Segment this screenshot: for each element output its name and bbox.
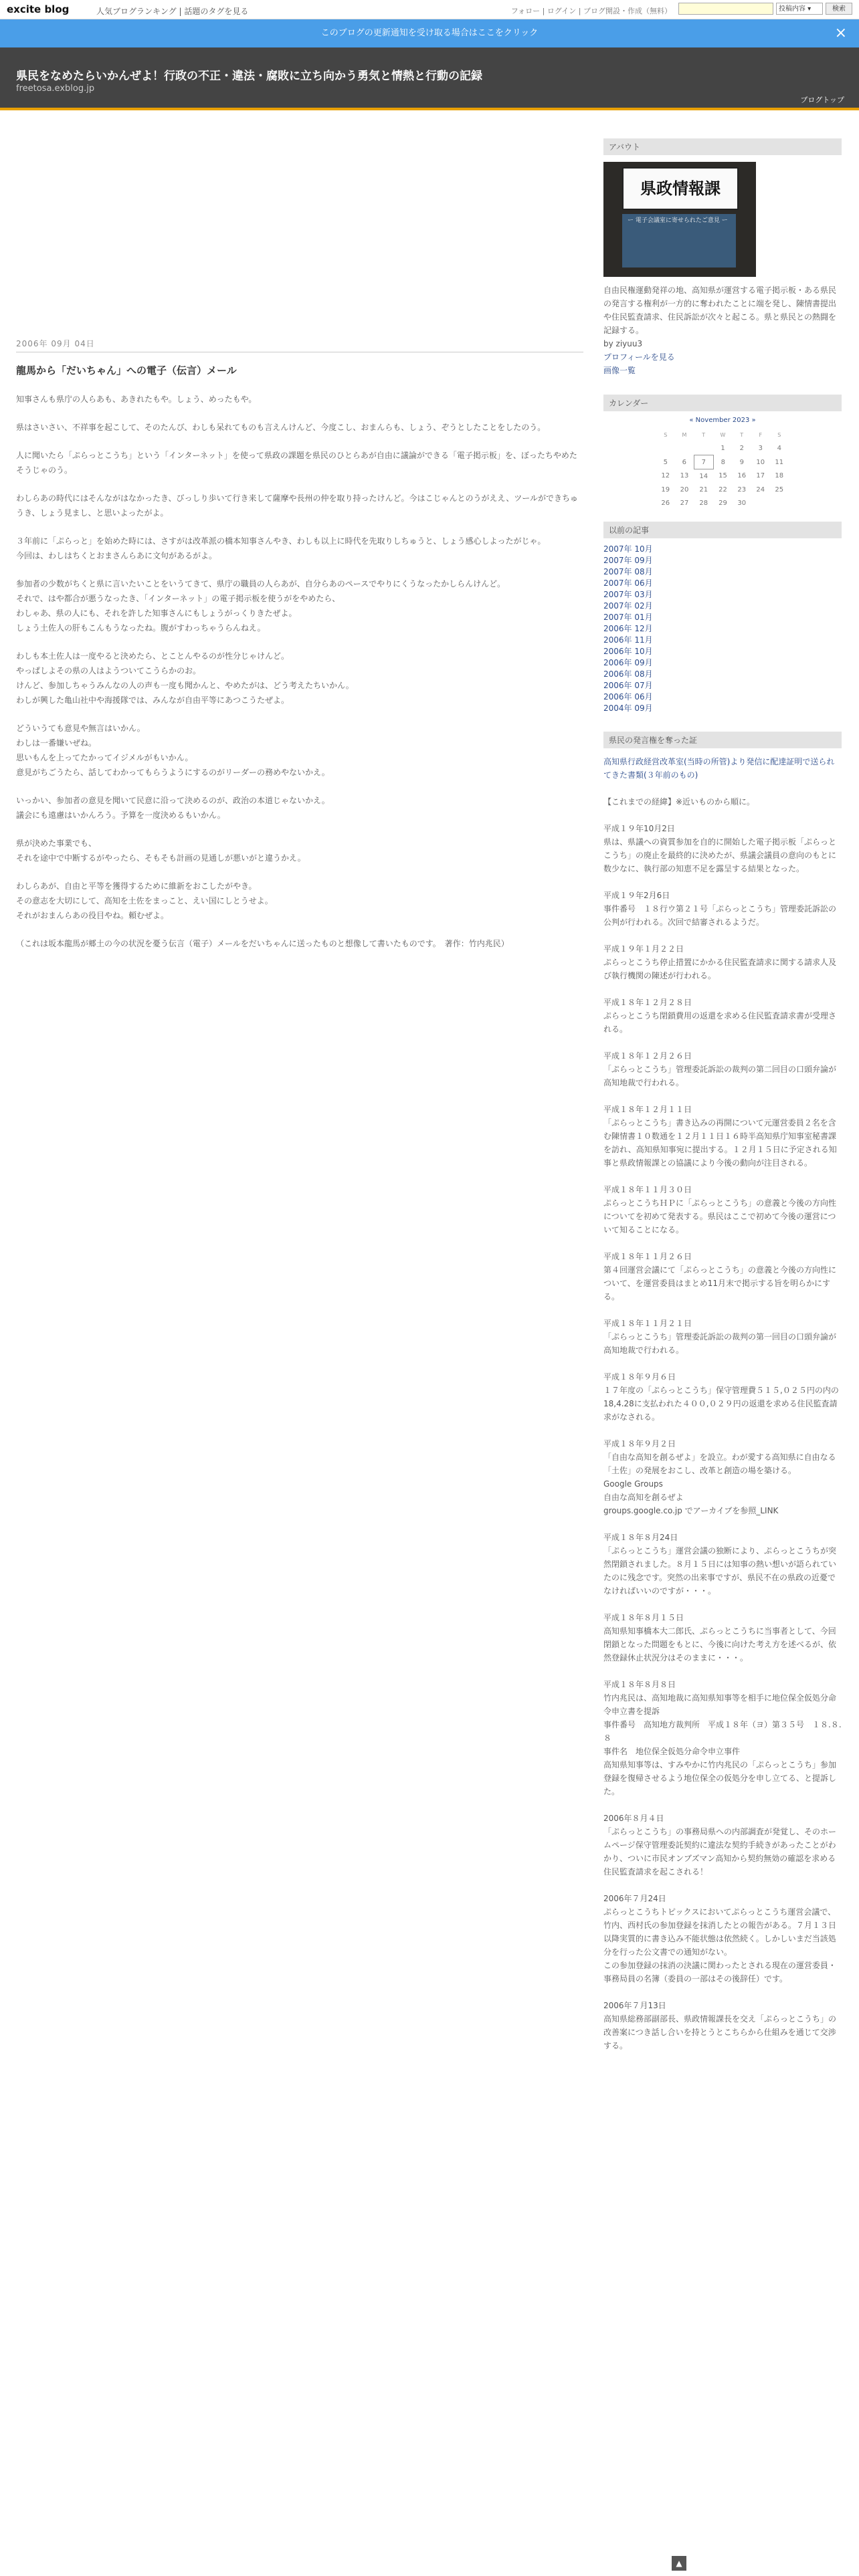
calendar-day: 2 bbox=[739, 444, 744, 452]
calendar-weekday: T bbox=[740, 431, 744, 438]
archive-link[interactable]: 2006年 12月 bbox=[603, 624, 653, 633]
news-heading: 県民の発言権を奪った証 bbox=[603, 732, 842, 748]
calendar-day: 21 bbox=[699, 486, 708, 494]
news-intro: 【これまでの経緯】※近いものから順に。 bbox=[603, 797, 755, 807]
calendar-day: 20 bbox=[680, 486, 689, 494]
calendar-day: 26 bbox=[661, 499, 670, 507]
document-link[interactable]: 高知県行政経営改革室(当時の所管)より発信に配達証明で送られてきた書類(３年前のもの) bbox=[603, 757, 835, 780]
news-item: 平成１８年１２月１１日 「ぷらっとこうち」書き込みの再開について元運営委員２名を含む陳情書１０数通を１２月１１日１６時半高知県庁知事室秘書課を訪れ、高知県知事宛に提出する。１２月１５日に予定される知事と県政情報課との協議により今後の動向が注目される。 bbox=[603, 1105, 837, 1168]
blog-header bbox=[0, 47, 859, 110]
scroll-top-button[interactable]: ▲ bbox=[672, 2556, 686, 2571]
calendar-day: 29 bbox=[719, 499, 727, 507]
entry-paragraph: 参加者の少数がちくと県に言いたいことをいうてきて、県庁の職員の人らあが、自分らあのペースでやりにくうなったかしらんけんど。 それで、はや都合が悪うなったき、「インターネット」の電子掲示板を使うがをやめたら、 わしゃあ、県の人にも、それを許した知事さんにもしょうがっくりきたぜよ。 しょう土佐人の肝もこんもうなったね。腹がすわっちゃうらんねえ。 bbox=[16, 579, 506, 633]
search-input[interactable] bbox=[678, 3, 773, 15]
top-nav[interactable]: 人気ブログランキング | 話題のタグを見る bbox=[96, 7, 249, 16]
profile-image-board: ー 電子会議室に寄せられたご意見 ー bbox=[622, 214, 736, 267]
entry-paragraph: 知事さんも県庁の人らあも、あきれたもや。しょう、めったもや。 bbox=[16, 395, 257, 404]
calendar-day bbox=[656, 441, 675, 455]
entry-paragraph: 県が決めた事業でも、 それを途中で中断するがやったら、そもそも計画の見通しが悪いがと違うかえ。 bbox=[16, 839, 306, 863]
news-item: 平成１８年９月６日 １７年度の「ぷらっとこうち」保守管理費５１５,０２５円の内の18,4.28に支払われた４００,０２９円の返還を求める住民監査請求がなされる。 bbox=[603, 1372, 839, 1422]
calendar-day: 7 bbox=[694, 455, 713, 469]
search-button[interactable]: 検索 bbox=[826, 3, 852, 15]
news-item: 平成１９年2月6日 事件番号 １８行ウ第２１号「ぷらっとこうち」管理委託訴訟の公判が行われる。次回で結審されるようだ。 bbox=[603, 891, 837, 927]
about-heading: アバウト bbox=[603, 138, 842, 155]
archive-link[interactable]: 2007年 06月 bbox=[603, 578, 653, 588]
news-item: 平成１８年１２月２８日 ぷらっとこうち閉鎖費用の返還を求める住民監査請求書が受理される。 bbox=[603, 998, 837, 1034]
calendar-weekday: S bbox=[777, 431, 781, 438]
calendar-day: 3 bbox=[758, 444, 763, 452]
calendar-day: 25 bbox=[775, 486, 784, 494]
blog-title[interactable]: 県民をなめたらいかんぜよ！行政の不正・違法・腐敗に立ち向かう勇気と情熱と行動の記録 bbox=[16, 70, 482, 83]
archive-list bbox=[603, 544, 842, 714]
news-item: 平成１８年８月８日 竹内兆民は、高知地裁に高知県知事等を相手に地位保全仮処分命令申立書を提訴 事件番号 高知地方裁判所 平成１８年（ヨ）第３５号 １８.８.８ 事件名 地位保全仮処分命令申立事件 高知県知事等は、すみやかに竹内兆民の「ぷらっとこうち」参加登録を復帰させるよう地位保全の仮処分を申し立てる、と提訴した。 bbox=[603, 1680, 842, 1796]
sidebar bbox=[603, 130, 842, 2066]
calendar-weekday: S bbox=[664, 431, 668, 438]
calendar-day: 18 bbox=[775, 472, 784, 480]
news-item: 2006年７月24日 ぷらっとこうちトピックスにおいてぷらっとこうち運営会議で、竹内、西村氏の参加登録を抹消したとの報告がある。７月１３日以降実質的に書き込み不能状態は依然続く。しかしいまだ当該処分を行った公文書での通知がない。 この参加登録の抹消の決議に関わったとされる現在の運営委員・事務局員の名簿（委員の一部はその後辞任）です。 bbox=[603, 1894, 837, 1983]
archive-link[interactable]: 2007年 03月 bbox=[603, 590, 653, 599]
entry-paragraph: ３年前に「ぷらっと」を始めた時には、さすがは改革派の橋本知事さんやき、わしも以上に時代を先取りしちゅうと、しょう感心しよったがじゃ。 今回は、わしはちくとおまさんらあに文句があるがよ。 bbox=[16, 536, 546, 560]
calendar-day bbox=[675, 441, 694, 455]
archive-link[interactable]: 2006年 11月 bbox=[603, 635, 653, 645]
follow-notice-text[interactable]: このブログの更新通知を受け取る場合はここをクリック bbox=[320, 28, 539, 38]
entry-paragraph: わしらあの時代にはそんながはなかったき、びっしり歩いて行き来して薩摩や長州の仲を取り持ったけんど。今はこじゃんとのうがええ、ツールができちゅうき、しょう見まし、と思いよったがよ。 bbox=[16, 494, 579, 518]
calendar-table bbox=[656, 428, 789, 510]
news-item: 平成１９年10月2日 県は、県議への資質参加を自的に開始した電子掲示板「ぷらっとこうち」の廃止を最終的に決めたが、県議会議員の意向のもとに数少なに、執行部の知恵不足を露呈する結果となった。 bbox=[603, 824, 837, 873]
news-item: 平成１８年８月１５日 高知県知事橋本大二郎氏、ぷらっとこうちに当事者として、今回閉鎖となった問題をもとに、今後に向けた考え方を述べるが、依然登録休止状況分はそのままに・・・。 bbox=[603, 1613, 837, 1662]
entry-paragraph: （これは坂本龍馬が郷土の今の状況を憂う伝言（電子）メールをだいちゃんに送ったものと想像して書いたものです。 著作：竹内兆民） bbox=[16, 939, 509, 948]
news-item: 平成１８年１１月２６日 第４回運営会議にて「ぷらっとこうち」の意義と今後の方向性について、を運営委員はまとめ11月末で掲示する旨を明らかにする。 bbox=[603, 1252, 837, 1301]
calendar-day bbox=[694, 441, 713, 455]
news-item: 平成１８年９月２日 「自由な高知を創るぜよ」を設立。わが愛する高知県に自由なる「土佐」の発展をおこし、改革と創造の場を築ける。 Google Groups 自由な高知を創るぜよ groups.google.co.jp でアーカイブを参照_LINK bbox=[603, 1439, 836, 1515]
archive-link[interactable]: 2007年 08月 bbox=[603, 567, 653, 576]
archive-link[interactable]: 2007年 09月 bbox=[603, 556, 653, 565]
entry-title[interactable]: 龍馬から「だいちゃん」への電子（伝言）メール bbox=[16, 364, 237, 377]
top-links[interactable]: フォロー | ログイン | ブログ開設・作成（無料） bbox=[510, 7, 672, 15]
archives-heading: 以前の記事 bbox=[603, 522, 842, 538]
calendar-day: 27 bbox=[680, 499, 689, 507]
follow-notice-bar[interactable] bbox=[0, 19, 859, 47]
calendar-weekday: F bbox=[759, 431, 763, 438]
calendar-day: 23 bbox=[737, 486, 747, 494]
top-bar bbox=[0, 0, 859, 19]
entry-paragraph: わしも本土佐人は一度やると決めたら、とことんやるのが性分じゃけんど。 やっぱしよその県の人はようついてこうらかのお。 けんど、参加しちゃうみんなの人の声も一度も聞かんと、やめたがは、どう考えたちいかん。 わしが興した亀山社中や海援隊では、みんなが自由平等にあつこうたぜよ。 bbox=[16, 651, 354, 705]
calendar-day: 14 bbox=[699, 472, 708, 480]
calendar-day: 22 bbox=[719, 486, 727, 494]
archive-link[interactable]: 2004年 09月 bbox=[603, 704, 653, 713]
calendar-day: 1 bbox=[721, 444, 725, 452]
entry-paragraph: 県はさいさい、不祥事を起こして、そのたんび、わしも呆れてものも言えんけんど、今度こし、おまんらも、しょう、ぞうとしたことをしたのう。 bbox=[16, 423, 546, 432]
profile-link[interactable]: プロフィールを見る bbox=[603, 352, 675, 362]
news-item: 平成１８年８月24日 「ぷらっとこうち」運営会議の独断により、ぷらっとこうちが突然閉鎖されました。８月１５日には知事の熱い想いが語られていたのに残念です。突然の出来事ですが、県民不在の県政の近憂でなければいいのですが・・・。 bbox=[603, 1533, 837, 1596]
archive-link[interactable]: 2006年 07月 bbox=[603, 681, 653, 690]
archive-link[interactable]: 2007年 02月 bbox=[603, 601, 653, 611]
news-section bbox=[603, 755, 842, 2052]
calendar-day: 5 bbox=[663, 458, 668, 466]
profile-image[interactable] bbox=[603, 162, 756, 277]
news-item: 2006年８月４日 「ぷらっとこうち」の事務局県への内部調査が発覚し、そのホームページ保守管理委託契約に違法な契約手続きがあったことがわかり、ついに市民オンブズマン高知から契約無効の確認を求める住民監査請求を起こされる！ bbox=[603, 1814, 837, 1876]
calendar-weekday: T bbox=[702, 431, 706, 438]
archive-link[interactable]: 2007年 10月 bbox=[603, 544, 653, 554]
search-scope-select[interactable]: 投稿内容 ▾ bbox=[776, 3, 823, 15]
calendar-day bbox=[751, 496, 770, 510]
calendar-day bbox=[770, 496, 789, 510]
site-logo[interactable]: excite blog bbox=[7, 3, 70, 15]
calendar-day: 12 bbox=[661, 472, 670, 480]
calendar-heading: カレンダー bbox=[603, 395, 842, 411]
calendar-day: 9 bbox=[739, 458, 744, 466]
blog-url: freetosa.exblog.jp bbox=[16, 84, 95, 94]
image-list-link[interactable]: 画像一覧 bbox=[603, 366, 636, 375]
entry-paragraph: 人に聞いたら「ぷらっとこうち」という「インターネット」を使って県政の課題を県民のひとらあが自由に議論ができる「電子掲示板」を、ぼったちやめたそうじゃのう。 bbox=[16, 451, 577, 475]
news-item: 平成１８年１１月２１日 「ぷらっとこうち」管理委託訴訟の裁判の第一回目の口頭弁論が高知地裁で行われる。 bbox=[603, 1319, 837, 1355]
calendar-day: 4 bbox=[777, 444, 781, 452]
archive-link[interactable]: 2006年 06月 bbox=[603, 692, 653, 702]
entry bbox=[16, 338, 583, 964]
blog-top-link[interactable]: ブログトップ bbox=[800, 96, 844, 104]
entry-paragraph: わしらあが、自由と平等を獲得するために維新をおこしたがやき。 その意志を大切にして、高知を土佐をまっこと、えい国にしとうせよ。 それがおまんらあの役目やね。頼むぜよ。 bbox=[16, 881, 273, 920]
calendar-weekday: W bbox=[720, 431, 726, 438]
calendar-weekday: M bbox=[682, 431, 687, 438]
calendar-day: 30 bbox=[737, 499, 747, 507]
calendar-day: 15 bbox=[719, 472, 727, 480]
entry-body bbox=[16, 392, 583, 951]
entry-date: 2006年 09月 04日 bbox=[16, 338, 583, 352]
calendar-day: 28 bbox=[699, 499, 708, 507]
calendar-day: 24 bbox=[756, 486, 765, 494]
news-item: 2006年７月13日 高知県総務部副部長、県政情報課長を交え「ぷらっとこうち」の改善案につき話し合いを持とうとこちらから仕組みを通じて交渉する。 bbox=[603, 2001, 837, 2050]
about-text: 自由民権運動発祥の地、高知県が運営する電子掲示板・ある県民の発言する権利が一方的に奪われたことに端を発し、陳情書提出や住民監査請求、住民訴訟が次々と起こる。県と県民との熱闘を記録する。 bbox=[603, 286, 837, 335]
archive-link[interactable]: 2006年 10月 bbox=[603, 647, 653, 656]
close-icon[interactable]: × bbox=[834, 25, 847, 41]
news-item: 平成１９年１月２２日 ぷらっとこうち停止措置にかかる住民監査請求に関する請求人及び執行機関の陳述が行われる。 bbox=[603, 944, 837, 980]
entry-paragraph: どういうても意見や無言はいかん。 わしは一番嫌いぜね。 思いもんを上ってたかってイジメルがもいかん。 意見がちごうたら、話してわかってもらうようにするのがリーダーの務めやないかえ。 bbox=[16, 724, 330, 777]
calendar bbox=[603, 417, 842, 510]
calendar-day: 8 bbox=[721, 458, 725, 466]
calendar-day: 19 bbox=[661, 486, 670, 494]
calendar-day: 6 bbox=[682, 458, 686, 466]
archive-link[interactable]: 2006年 09月 bbox=[603, 658, 653, 667]
calendar-day: 17 bbox=[756, 472, 765, 480]
profile-image-sign: 県政情報課 bbox=[622, 167, 739, 210]
archive-link[interactable]: 2006年 08月 bbox=[603, 669, 653, 679]
about-author: by ziyuu3 bbox=[603, 339, 643, 348]
calendar-day: 13 bbox=[680, 472, 689, 480]
archive-link[interactable]: 2007年 01月 bbox=[603, 613, 653, 622]
calendar-day: 10 bbox=[756, 458, 765, 466]
entry-paragraph: いっかい、参加者の意見を聞いて民意に沿って決めるのが、政治の本道じゃないかえ。 議会にも遠慮はいかんろう。予算を一度決めるもいかん。 bbox=[16, 796, 330, 820]
news-item: 平成１８年１２月２６日 「ぷらっとこうち」管理委託訴訟の裁判の第二回目の口頭弁論が高知地裁で行われる。 bbox=[603, 1051, 837, 1087]
calendar-month-nav[interactable]: « November 2023 » bbox=[689, 417, 756, 424]
news-item: 平成１８年１１月３０日 ぷらっとこうちＨＰに「ぷらっとこうち」の意義と今後の方向性についてを初めて発表する。県民はここで初めて今後の運営について知ることになる。 bbox=[603, 1185, 837, 1235]
calendar-day: 11 bbox=[775, 458, 784, 466]
calendar-day: 16 bbox=[737, 472, 747, 480]
